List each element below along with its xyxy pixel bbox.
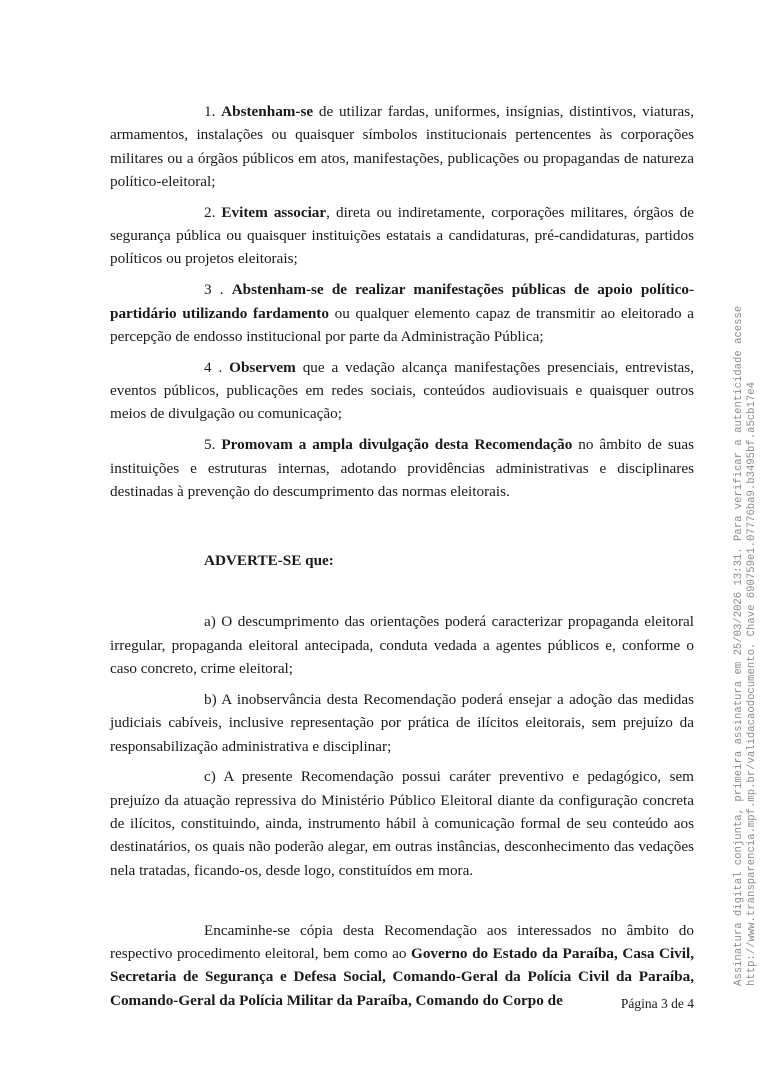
item-text: no âmbito de suas instituições e estruturas internas, adotando providências administrativas e disciplinares destinadas à prevenção do descumprimento das normas eleitorais. <box>110 436 695 500</box>
recommendation-item <box>110 278 694 348</box>
forwarding-paragraph <box>110 919 694 1012</box>
warning-item: b) A inobservância desta Recomendação poderá ensejar a adoção das medidas judiciais cabíveis, inclusive representação por prática de ilícitos eleitorais, sem prejuízo da responsabilização administrativa e disciplinar; <box>110 690 694 755</box>
item-number: 5. <box>204 436 216 454</box>
recommendation-item <box>110 433 694 503</box>
forwarding-text: Encaminhe-se cópia desta Recomendação aos interessados no âmbito do respectivo procedimento eleitoral, bem como ao <box>110 921 694 963</box>
recommendation-item <box>110 100 694 193</box>
item-text: que a vedação alcança manifestações presenciais, entrevistas, eventos públicos, publicações em redes sociais, conteúdos audiovisuais e quaisquer outros meios de divulgação ou comunicação; <box>110 358 694 423</box>
item-number: 3 . <box>204 281 224 299</box>
page-number: Página 3 de 4 <box>620 996 694 1011</box>
signature-stamp-line: Assinatura digital conjunta, primeira assinatura em 25/03/2026 13:31. Para verificar a autenticidade acesse <box>733 305 745 986</box>
item-text: de utilizar fardas, uniformes, insígnias, distintivos, viaturas, armamentos, instalações ou quaisquer símbolos institucionais pertencentes às corporações militares ou a órgãos públicos em atos, manifestações, publicações ou propagandas de natureza político-eleitoral; <box>110 103 694 190</box>
item-text: ou qualquer elemento capaz de transmitir ao eleitorado a percepção de endosso institucional por parte da Administração Pública; <box>110 304 694 345</box>
item-bold-lead: Abstenham-se <box>221 103 314 120</box>
item-number: 1. <box>204 103 216 120</box>
warning-item: a) O descumprimento das orientações poderá caracterizar propaganda eleitoral irregular, propaganda eleitoral antecipada, conduta vedada a agentes públicos e, conforme o caso concreto, crime eleitoral; <box>110 613 694 678</box>
forwarding-recipients: Governo do Estado da Paraíba, Casa Civil, Secretaria de Segurança e Defesa Social, Comando-Geral da Polícia Civil da Paraíba, Comando-Geral da Polícia Militar da Paraíba, Comando do Corpo de <box>110 945 694 1009</box>
digital-signature-stamp <box>733 305 758 986</box>
recommendation-item <box>110 356 694 426</box>
item-bold-lead: Evitem associar <box>221 203 327 221</box>
item-number: 2. <box>204 203 216 221</box>
document-body <box>110 100 694 1020</box>
item-text: , direta ou indiretamente, corporações militares, órgãos de segurança pública ou quaisquer instituições estatais a candidaturas, pré-candidaturas, partidos políticos ou projetos eleitorais; <box>110 203 695 268</box>
item-bold-lead: Abstenham-se de realizar manifestações públicas de apoio político-partidário utilizando fardamento <box>110 281 695 322</box>
recommendation-item <box>110 201 694 271</box>
signature-verification-link[interactable]: http://www.transparencia.mpf.mp.br/validacaodocumento. Chave 690759e1.07776ba9.b3495bf.a5cb17e4 <box>745 382 758 986</box>
item-bold-lead: Observem <box>229 358 296 376</box>
item-number: 4 . <box>204 358 223 376</box>
item-bold-lead: Promovam a ampla divulgação desta Recomendação <box>221 436 573 454</box>
warning-item: c) A presente Recomendação possui caráter preventivo e pedagógico, sem prejuízo da atuação repressiva do Ministério Público Eleitoral diante da configuração concreta de ilícitos, constituindo, ainda, instrumento hábil à comunicação formal de seu conteúdo aos destinatários, os quais não poderão alegar, em outras instâncias, desconhecimento das vedações nela tratadas, ficando-os, desde logo, constituídos em mora. <box>110 768 694 879</box>
warning-heading: ADVERTE-SE que: <box>204 552 334 570</box>
